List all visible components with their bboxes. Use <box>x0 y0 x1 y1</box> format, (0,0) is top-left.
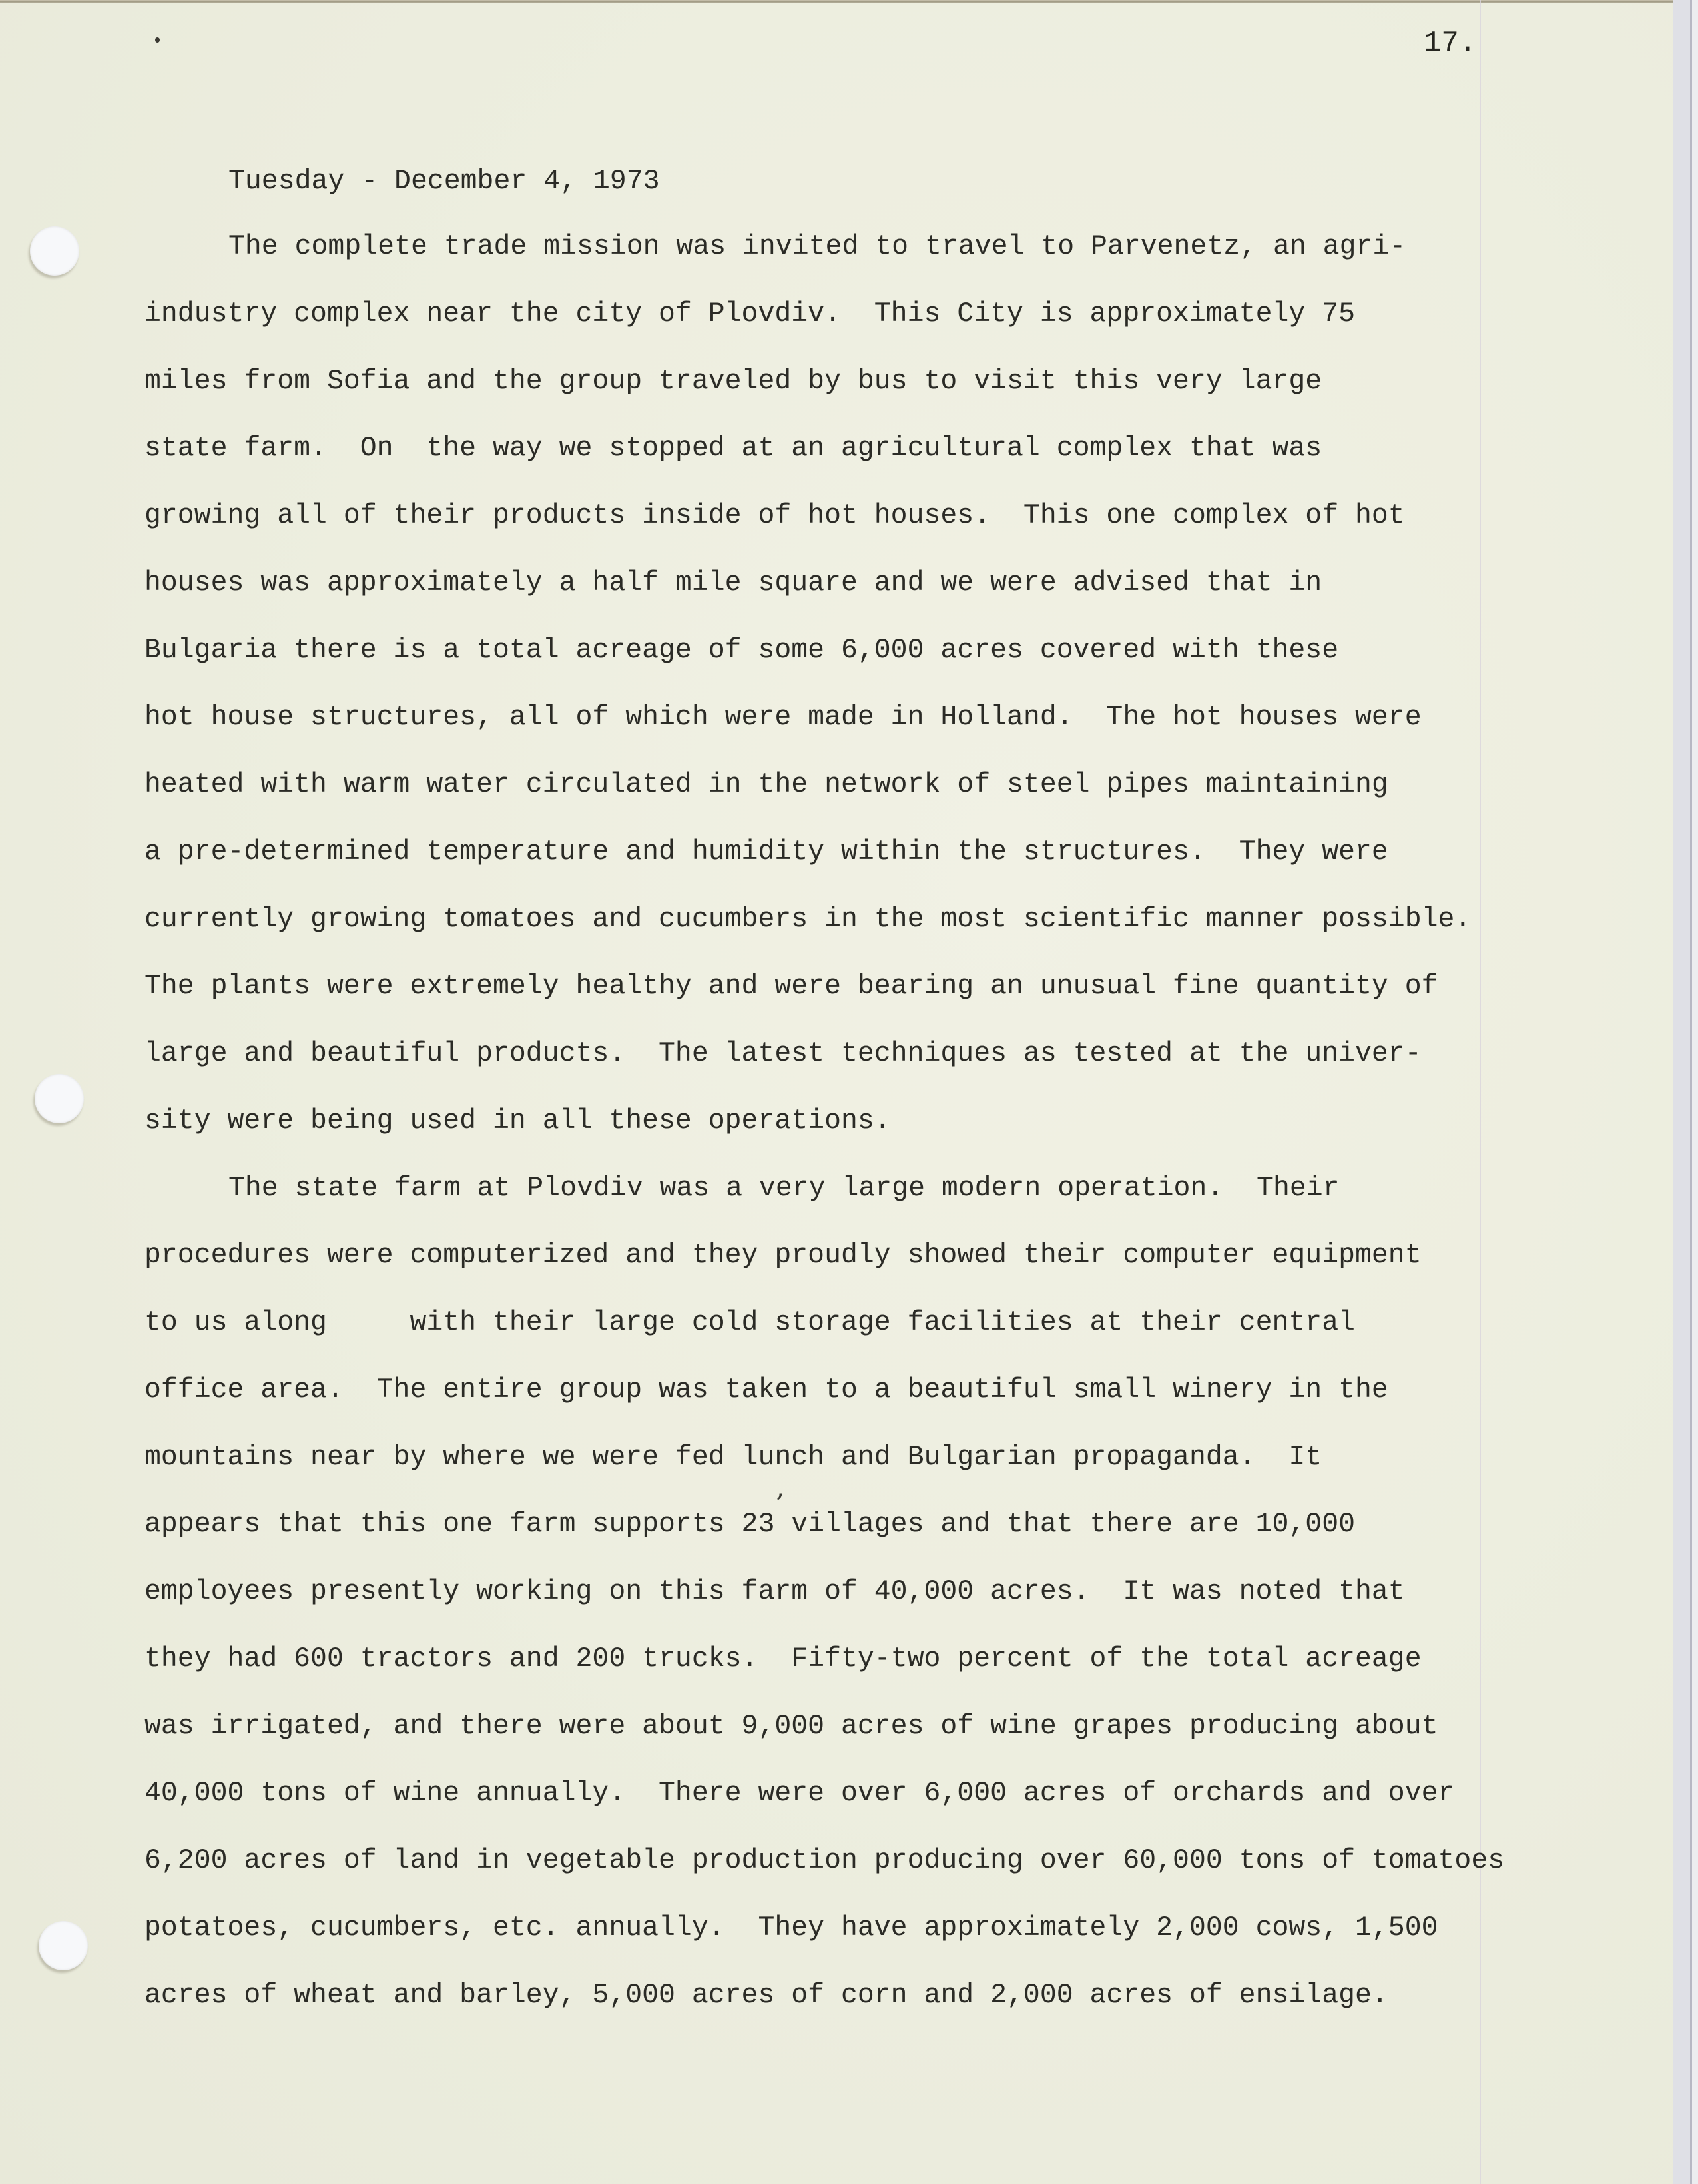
text-line: to us along with their large cold storage facilities at their central <box>144 1307 1355 1338</box>
text-line: state farm. On the way we stopped at an agricultural complex that was <box>144 433 1322 464</box>
handwritten-comma: , <box>776 1472 785 1503</box>
text-line: large and beautiful products. The latest techniques as tested at the univer- <box>144 1038 1422 1069</box>
text-line: growing all of their products inside of hot houses. This one complex of hot <box>144 500 1405 531</box>
text-line: The plants were extremely healthy and were bearing an unusual fine quantity of <box>144 971 1438 1002</box>
text-line: employees presently working on this farm of 40,000 acres. It was noted that <box>144 1576 1405 1607</box>
date-heading: Tuesday - December 4, 1973 <box>228 166 660 197</box>
text-line: a pre-determined temperature and humidity within the structures. They were <box>144 836 1388 868</box>
text-line: sity were being used in all these operations. <box>144 1105 891 1137</box>
text-line: The state farm at Plovdiv was a very large modern operation. Their <box>228 1173 1340 1204</box>
text-line: they had 600 tractors and 200 trucks. Fifty-two percent of the total acreage <box>144 1643 1422 1675</box>
text-line: Bulgaria there is a total acreage of some 6,000 acres covered with these <box>144 635 1339 666</box>
text-line: 6,200 acres of land in vegetable production producing over 60,000 tons of tomatoes <box>144 1845 1505 1876</box>
text-line: The complete trade mission was invited to travel to Parvenetz, an agri- <box>228 231 1406 262</box>
text-line: potatoes, cucumbers, etc. annually. They have approximately 2,000 cows, 1,500 <box>144 1912 1438 1944</box>
text-line: miles from Sofia and the group traveled by bus to visit this very large <box>144 366 1322 397</box>
text-line: heated with warm water circulated in the network of steel pipes maintaining <box>144 769 1388 800</box>
text-line: mountains near by where we were fed lunch and Bulgarian propaganda. It <box>144 1442 1322 1473</box>
page-number: 17. <box>1424 27 1477 60</box>
text-line: 40,000 tons of wine annually. There were over 6,000 acres of orchards and over <box>144 1778 1455 1809</box>
text-line: office area. The entire group was taken to a beautiful small winery in the <box>144 1374 1388 1406</box>
text-line: currently growing tomatoes and cucumbers in the most scientific manner possible. <box>144 904 1472 935</box>
text-line: industry complex near the city of Plovdiv. This City is approximately 75 <box>144 298 1355 330</box>
text-line: procedures were computerized and they proudly showed their computer equipment <box>144 1240 1422 1271</box>
text-line: appears that this one farm supports 23 villages and that there are 10,000 <box>144 1509 1355 1540</box>
text-line: houses was approximately a half mile square and we were advised that in <box>144 567 1322 599</box>
text-line: was irrigated, and there were about 9,000 acres of wine grapes producing about <box>144 1711 1438 1742</box>
text-line: acres of wheat and barley, 5,000 acres of corn and 2,000 acres of ensilage. <box>144 1980 1388 2011</box>
text-line: hot house structures, all of which were made in Holland. The hot houses were <box>144 702 1422 733</box>
